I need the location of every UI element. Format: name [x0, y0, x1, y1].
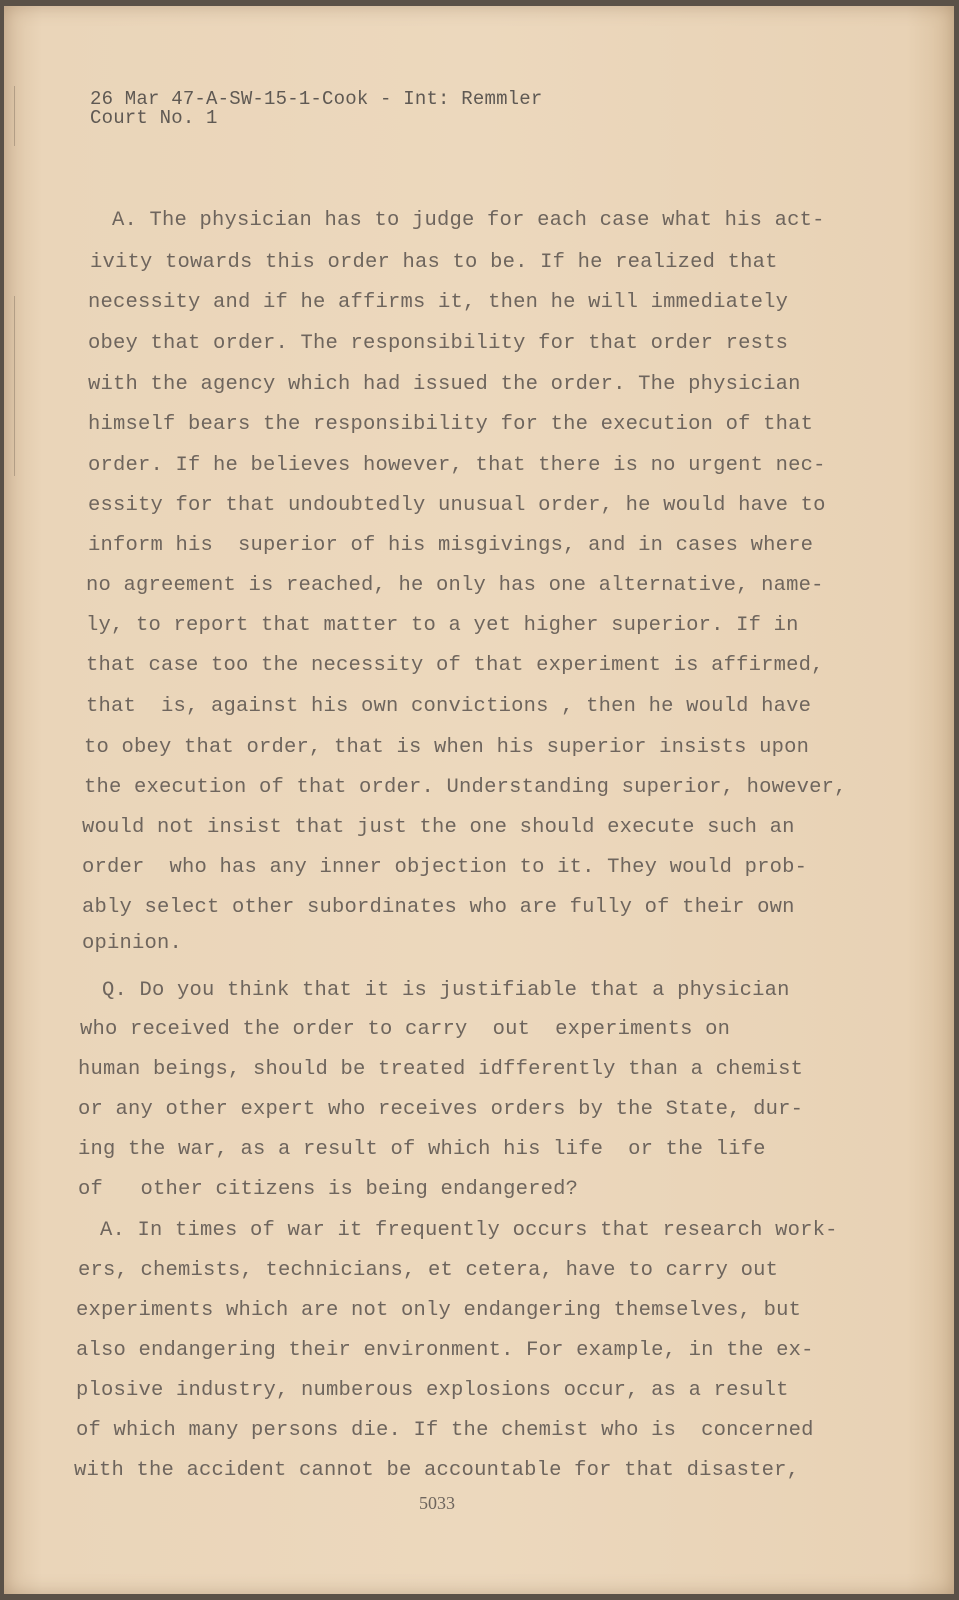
text-line: himself bears the responsibility for the execution of that — [88, 413, 814, 436]
text-line: who received the order to carry out experiments on — [80, 1018, 731, 1041]
text-line: also endangering their environment. For example, in the ex- — [76, 1339, 814, 1362]
text-line: human beings, should be treated idfferently than a chemist — [78, 1058, 804, 1081]
text-line: essity for that undoubtedly unusual order, he would have to — [88, 494, 826, 517]
text-line: order. If he believes however, that there is no urgent nec- — [88, 454, 826, 477]
text-line: obey that order. The responsibility for that order rests — [88, 332, 789, 355]
document-page — [4, 6, 954, 1594]
text-line: with the accident cannot be accountable for that disaster, — [74, 1459, 800, 1482]
text-line: opinion. — [82, 932, 183, 955]
text-line: of which many persons die. If the chemist who is concerned — [76, 1419, 814, 1442]
text-line: that is, against his own convictions , then he would have — [86, 695, 812, 718]
text-line: ivity towards this order has to be. If he realized that — [90, 251, 778, 274]
text-line: ly, to report that matter to a yet higher superior. If in — [86, 614, 799, 637]
text-line: the execution of that order. Understanding superior, however, — [84, 776, 847, 799]
text-line: ing the war, as a result of which his life or the life — [78, 1138, 766, 1161]
margin-mark — [14, 296, 15, 476]
text-line: experiments which are not only endangering themselves, but — [76, 1299, 802, 1322]
text-line: to obey that order, that is when his superior insists upon — [84, 736, 810, 759]
text-line: necessity and if he affirms it, then he will immediately — [88, 291, 789, 314]
text-line: that case too the necessity of that experiment is affirmed, — [86, 654, 824, 677]
text-line: with the agency which had issued the order. The physician — [88, 373, 801, 396]
text-line: A. In times of war it frequently occurs that research work- — [100, 1219, 838, 1242]
margin-mark — [14, 86, 15, 146]
text-line: or any other expert who receives orders by the State, dur- — [78, 1098, 804, 1121]
text-line: Q. Do you think that it is justifiable that a physician — [102, 979, 790, 1002]
text-line: A. The physician has to judge for each case what his act- — [112, 209, 825, 232]
text-line: would not insist that just the one should execute such an — [82, 816, 795, 839]
page-number: 5033 — [419, 1493, 455, 1513]
text-line: of other citizens is being endangered? — [78, 1178, 579, 1201]
header-court: Court No. 1 — [90, 107, 218, 129]
text-line: no agreement is reached, he only has one alternative, name- — [86, 574, 824, 597]
text-line: order who has any inner objection to it. They would prob- — [82, 856, 808, 879]
text-line: plosive industry, numberous explosions occur, as a result — [76, 1379, 789, 1402]
text-line: ers, chemists, technicians, et cetera, have to carry out — [78, 1259, 779, 1282]
header-reference: 26 Mar 47-A-SW-15-1-Cook - Int: Remmler — [90, 88, 543, 110]
text-line: inform his superior of his misgivings, and in cases where — [88, 534, 814, 557]
text-line: ably select other subordinates who are fully of their own — [82, 896, 795, 919]
